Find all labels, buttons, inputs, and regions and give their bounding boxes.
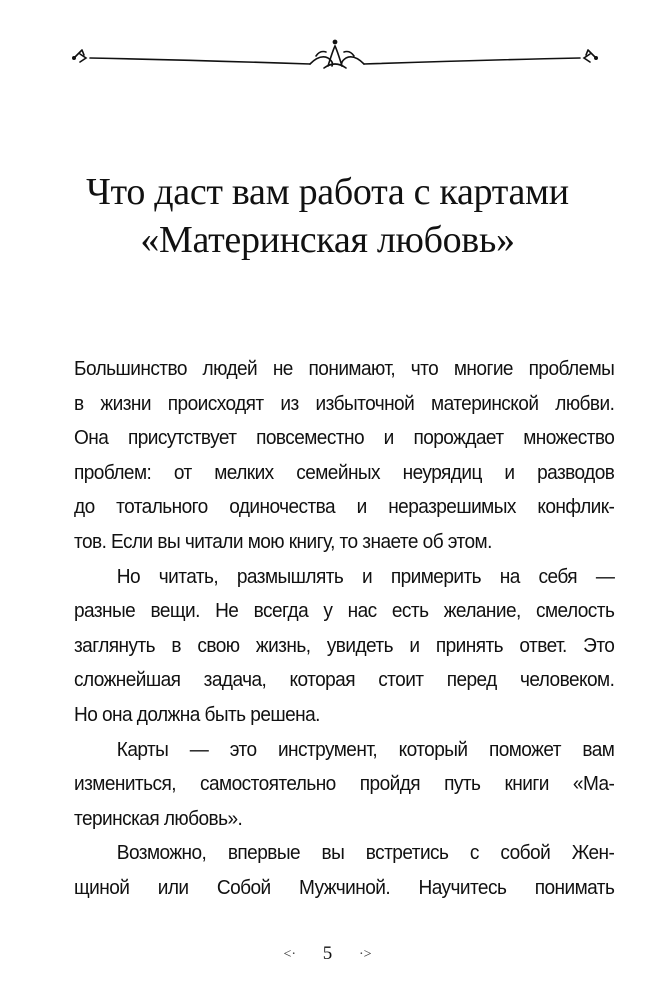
paragraph-4 bbox=[74, 836, 614, 871]
title-line-2: «Материнская любовь» bbox=[140, 219, 515, 261]
text-line: сложнейшая задача, которая стоит перед человеком. bbox=[74, 668, 615, 692]
text-line: Большинство людей не понимают, что многие проблемы bbox=[74, 357, 615, 380]
text-line: до тотального одиночества и неразрешимых конфлик- bbox=[74, 495, 615, 519]
paragraph-2 bbox=[74, 560, 614, 595]
footer-left-mark: <· bbox=[283, 946, 296, 962]
text-line: Но она должна быть решена. bbox=[74, 702, 320, 726]
text-line: тов. Если вы читали мою книгу, то знаете об этом. bbox=[74, 529, 492, 553]
paragraph-3 bbox=[74, 733, 614, 768]
text-line: Она присутствует повсеместно и порождает множество bbox=[74, 426, 615, 450]
paragraph-3-cont bbox=[74, 767, 614, 836]
page-number: 5 bbox=[322, 943, 333, 964]
text-line: заглянуть в свою жизнь, увидеть и принять ответ. Это bbox=[74, 633, 615, 657]
text-line: в жизни происходят из избыточной материнской любви. bbox=[74, 391, 615, 415]
text-line: разные вещи. Не всегда у нас есть желание, смелость bbox=[74, 599, 615, 623]
flourish-divider-icon bbox=[70, 36, 600, 80]
body-text bbox=[74, 352, 614, 906]
page-title bbox=[0, 168, 655, 264]
title-line-1: Что даст вам работа с картами bbox=[86, 171, 569, 213]
footer-right-mark: ·> bbox=[359, 946, 372, 962]
text-line: проблем: от мелких семейных неурядиц и разводов bbox=[74, 460, 615, 484]
text-line: щиной или Собой Мужчиной. Научитесь понимать bbox=[74, 875, 615, 899]
text-line: теринская любовь». bbox=[74, 806, 243, 830]
paragraph-1 bbox=[74, 352, 614, 560]
text-line: Карты — это инструмент, который поможет вам bbox=[116, 737, 615, 761]
text-line: измениться, самостоятельно пройдя путь книги «Ма- bbox=[74, 772, 615, 796]
paragraph-4-cont bbox=[74, 871, 614, 906]
text-line: Но читать, размышлять и примерить на себя — bbox=[116, 564, 615, 588]
text-line: Возможно, впервые вы встретись с собой Жен- bbox=[116, 841, 615, 865]
page-footer bbox=[0, 940, 655, 969]
paragraph-2-cont bbox=[74, 594, 614, 732]
